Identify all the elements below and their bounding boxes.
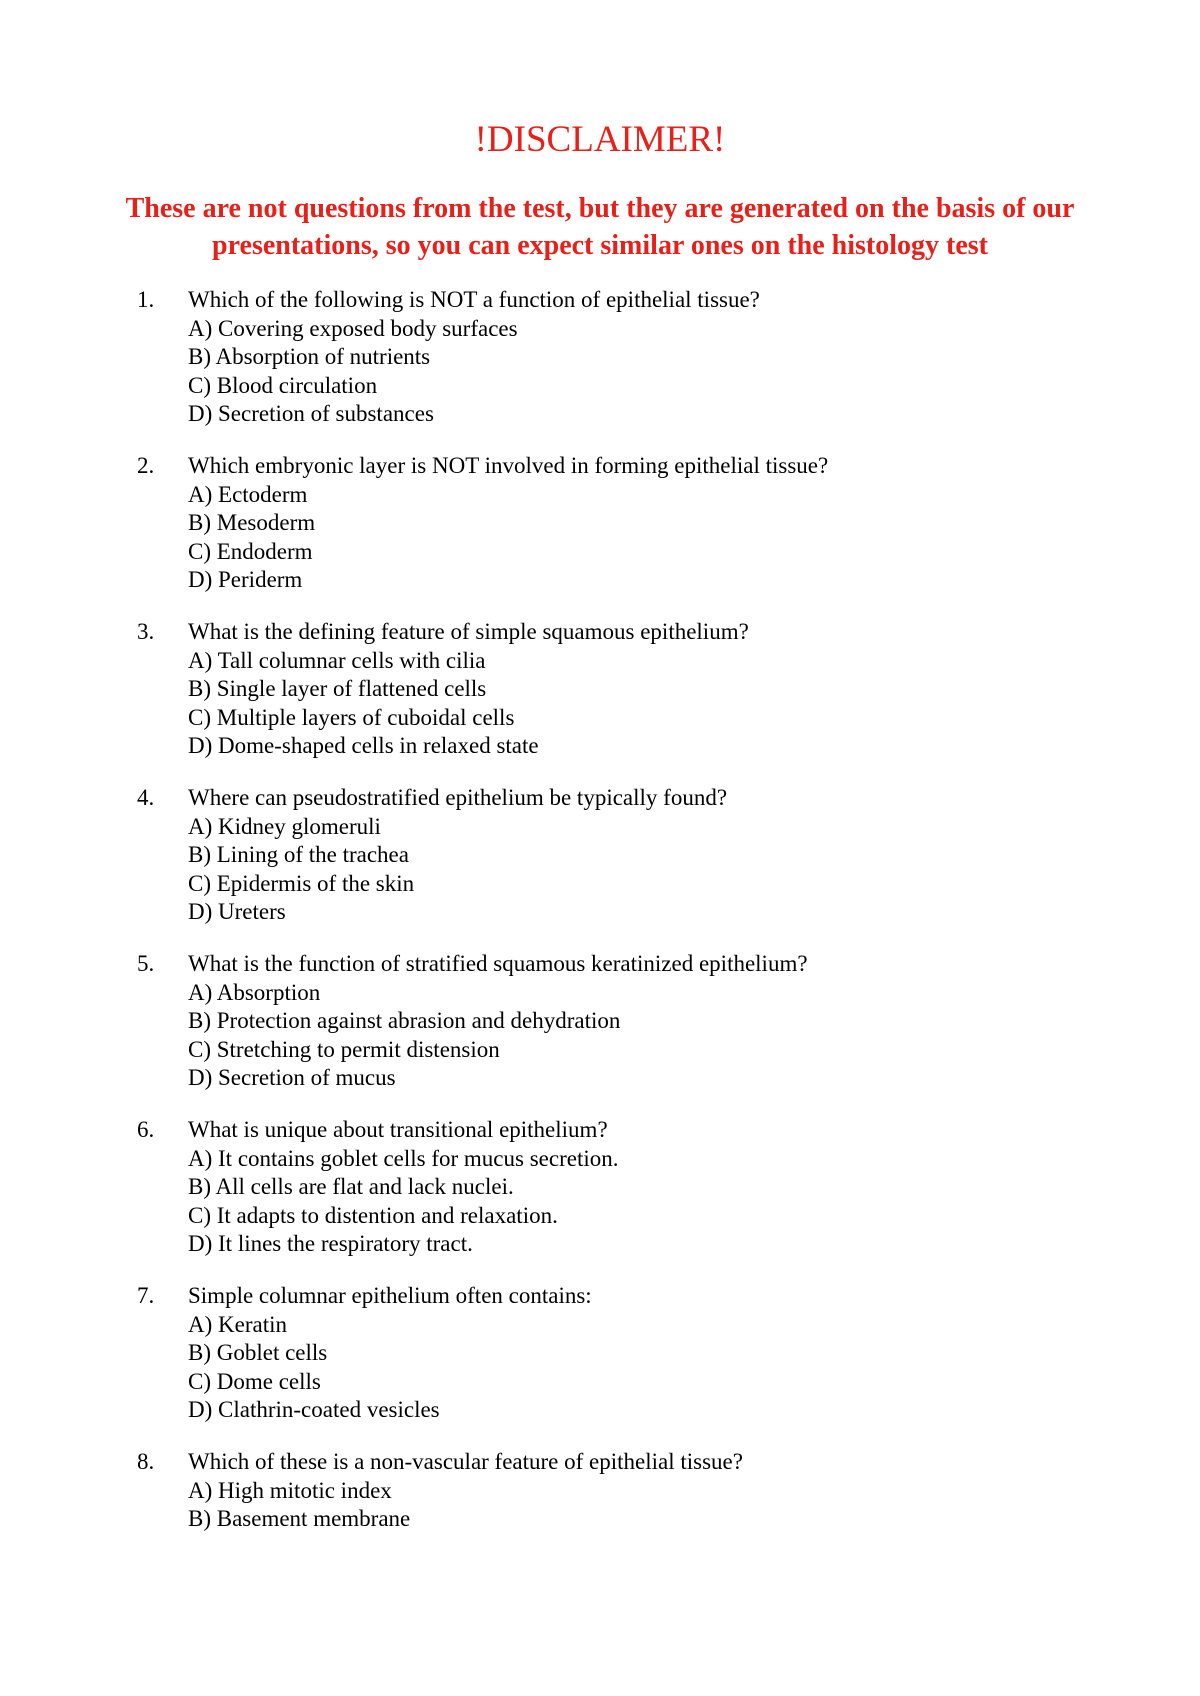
answer-option: A) It contains goblet cells for mucus secretion. — [188, 1145, 619, 1171]
answer-option: C) Dome cells — [188, 1368, 321, 1394]
answer-option: B) Basement membrane — [188, 1506, 411, 1531]
question-number: 6. — [137, 1117, 155, 1142]
answer-options — [188, 1477, 410, 1534]
question-text: What is the defining feature of simple squamous epithelium? — [188, 619, 749, 644]
question-number: 3. — [137, 619, 155, 644]
answer-option: B) All cells are flat and lack nuclei. — [188, 1174, 514, 1199]
question-text: Which of the following is NOT a function of epithelial tissue? — [188, 287, 760, 312]
answer-option: C) Epidermis of the skin — [188, 870, 415, 896]
answer-option: A) Ectoderm — [188, 481, 308, 507]
question-text: Which of these is a non-vascular feature of epithelial tissue? — [188, 1449, 743, 1474]
answer-option: D) It lines the respiratory tract. — [188, 1231, 473, 1256]
disclaimer-subtitle: These are not questions from the test, but they are generated on the basis of our presentations, so you can expect similar ones on the histology test — [125, 193, 1075, 261]
answer-option: D) Secretion of mucus — [188, 1065, 396, 1090]
answer-options — [188, 979, 620, 1093]
question-text: Simple columnar epithelium often contains: — [188, 1283, 592, 1308]
question-number: 1. — [137, 287, 155, 312]
question-text: Which embryonic layer is NOT involved in forming epithelial tissue? — [188, 453, 829, 478]
question-text: What is unique about transitional epithelium? — [188, 1117, 608, 1142]
question-number: 8. — [137, 1449, 155, 1474]
answer-option: C) Blood circulation — [188, 372, 378, 398]
answer-option: A) Keratin — [188, 1311, 287, 1337]
answer-option: D) Dome-shaped cells in relaxed state — [188, 733, 539, 758]
answer-option: B) Protection against abrasion and dehydration — [188, 1008, 621, 1033]
question-item-3 — [0, 618, 1200, 784]
question-number: 4. — [137, 785, 155, 810]
answer-option: C) Multiple layers of cuboidal cells — [188, 704, 515, 730]
question-item-4 — [0, 784, 1200, 950]
question-item-7 — [0, 1282, 1200, 1448]
answer-option: B) Absorption of nutrients — [188, 344, 431, 369]
disclaimer-title: !DISCLAIMER! — [474, 119, 726, 160]
answer-options — [188, 647, 539, 761]
question-item-2 — [0, 452, 1200, 618]
answer-option: D) Ureters — [188, 899, 286, 924]
answer-option: C) Stretching to permit distension — [188, 1036, 500, 1062]
answer-option: A) Covering exposed body surfaces — [188, 315, 518, 341]
answer-option: B) Single layer of flattened cells — [188, 676, 487, 701]
answer-option: A) Tall columnar cells with cilia — [188, 647, 486, 673]
answer-options — [188, 813, 414, 927]
answer-options — [188, 1145, 619, 1259]
answer-option: C) Endoderm — [188, 538, 313, 564]
question-text: Where can pseudostratified epithelium be typically found? — [188, 785, 728, 810]
answer-options — [188, 1311, 440, 1425]
answer-option: D) Periderm — [188, 567, 303, 592]
question-list — [0, 286, 1200, 1614]
answer-option: C) It adapts to distention and relaxation. — [188, 1202, 558, 1228]
answer-options — [188, 315, 518, 429]
answer-options — [188, 481, 315, 595]
question-number: 5. — [137, 951, 155, 976]
answer-option: D) Secretion of substances — [188, 401, 434, 426]
answer-option: A) Absorption — [188, 979, 321, 1005]
question-number: 2. — [137, 453, 155, 478]
question-item-6 — [0, 1116, 1200, 1282]
answer-option: A) Kidney glomeruli — [188, 813, 381, 839]
answer-option: B) Mesoderm — [188, 510, 316, 535]
question-number: 7. — [137, 1283, 155, 1308]
answer-option: D) Clathrin-coated vesicles — [188, 1397, 440, 1422]
answer-option: A) High mitotic index — [188, 1477, 392, 1503]
answer-option: B) Lining of the trachea — [188, 842, 409, 867]
answer-option: B) Goblet cells — [188, 1340, 328, 1365]
question-text: What is the function of stratified squamous keratinized epithelium? — [188, 951, 808, 976]
question-item-1 — [0, 286, 1200, 452]
question-item-8 — [0, 1448, 1200, 1614]
question-item-5 — [0, 950, 1200, 1116]
